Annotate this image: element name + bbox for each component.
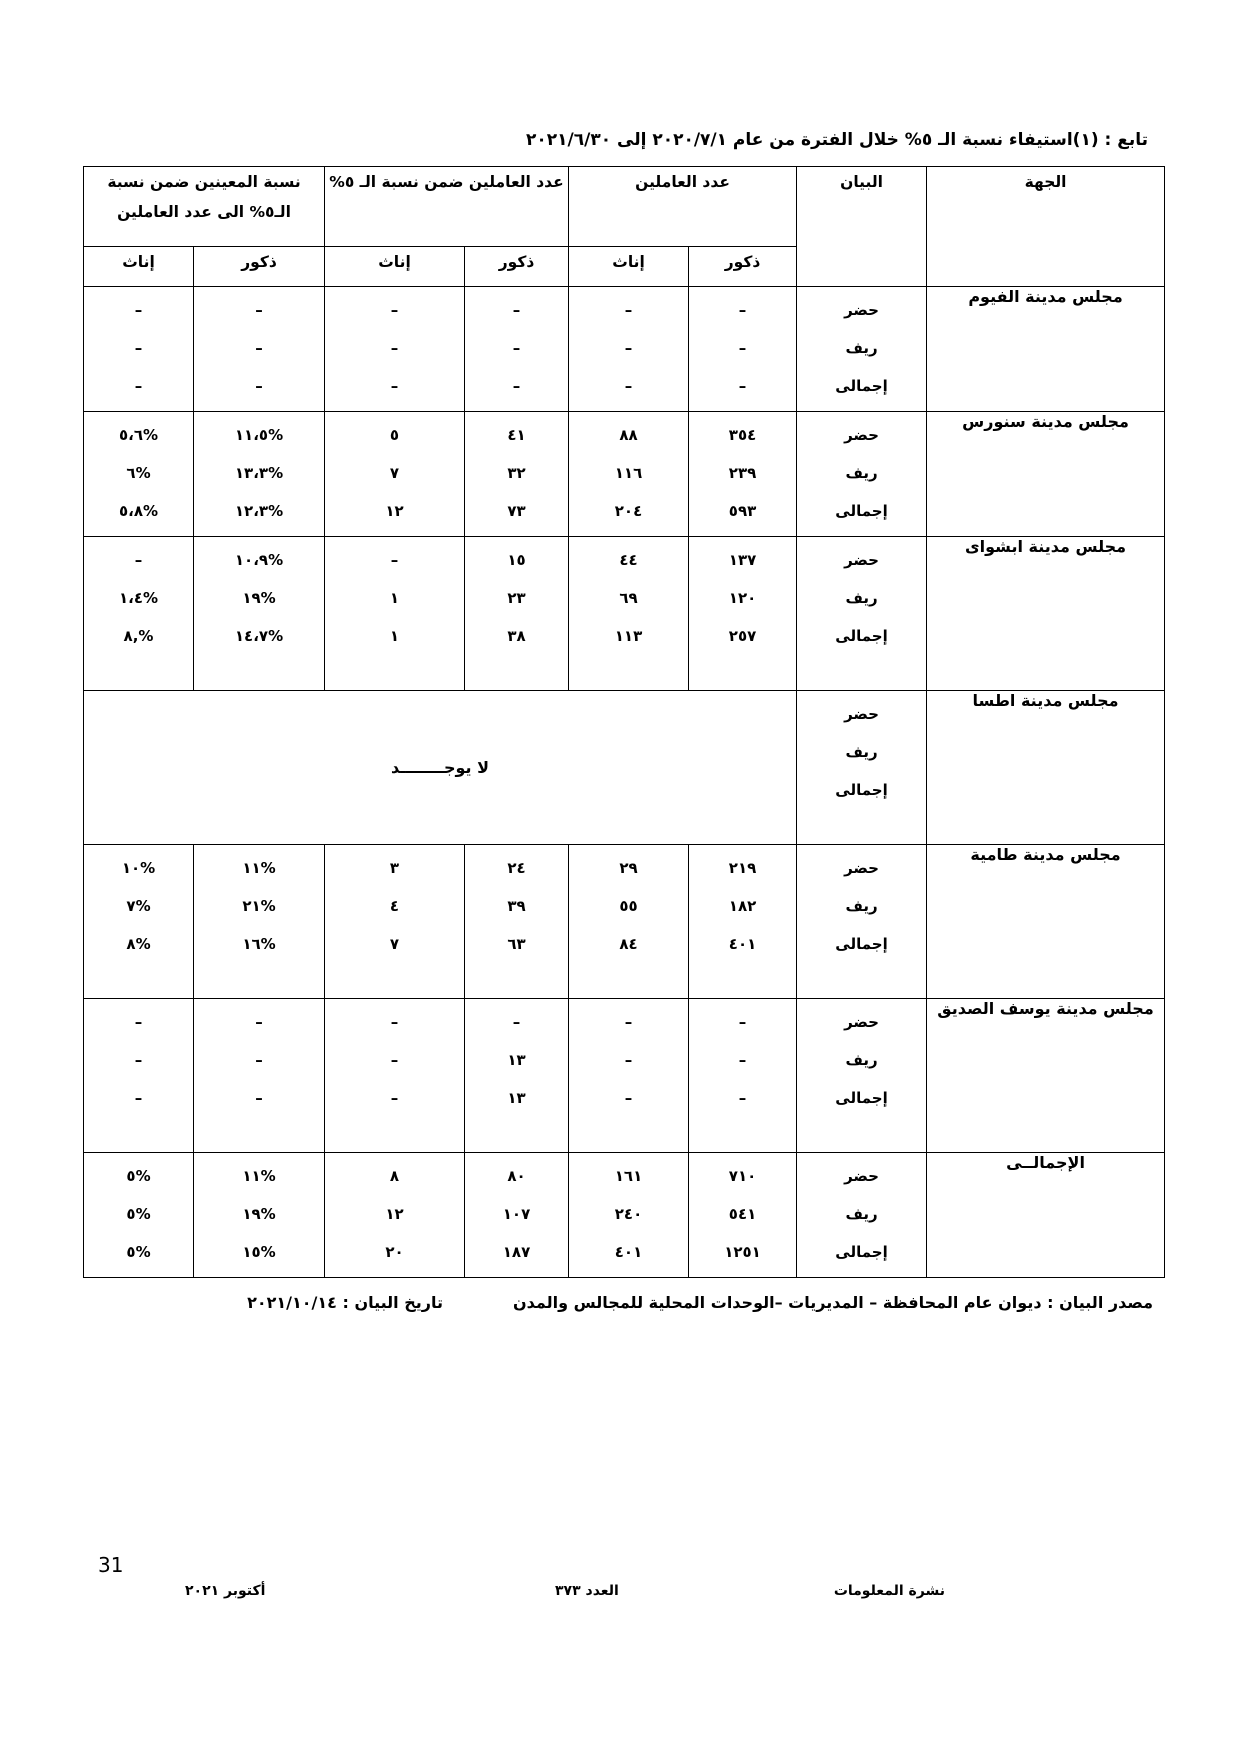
cell-value: ٤٠١ [614,1243,643,1261]
header-statement: البيان [797,167,927,287]
value-cell [84,412,194,537]
cell-value: ٢١٩ [728,859,757,877]
row-labels [797,845,927,999]
row-label: ريف [845,743,878,761]
cell-value: %٥ [126,1205,151,1223]
cell-value: – [512,339,521,357]
cell-value: ٥ [389,426,400,444]
data-table [83,166,1165,1278]
cell-value: ٣ [389,859,400,877]
cell-value: %٧ [126,897,151,915]
cell-value: ١٨٢ [728,897,757,915]
cell-value: %١١،٥ [234,426,284,444]
cell-value: ٢٤ [507,859,526,877]
entity-name: مجلس مدينة ابشواى [927,537,1165,691]
cell-value: – [255,301,263,319]
cell-value: %١٩ [242,1205,276,1223]
cell-value: ١ [389,589,400,607]
cell-value: ١٠٧ [502,1205,531,1223]
value-cell [689,1153,797,1278]
cell-value: ٣٢ [507,464,526,482]
value-cell [465,1153,569,1278]
header-females: إناث [84,247,194,287]
value-cell [689,845,797,999]
value-cell [465,845,569,999]
cell-value: ٣٥٤ [728,426,757,444]
cell-value: – [624,339,633,357]
cell-value: ١ [389,627,400,645]
cell-value: ١٣ [507,1089,526,1107]
row-label: حضر [844,426,879,444]
header-workers-in-5: عدد العاملين ضمن نسبة الـ ٥% [325,167,569,247]
cell-value: %٥،٨ [118,502,159,520]
value-cell [325,412,465,537]
cell-value: ٢٥٧ [728,627,757,645]
table-row [84,287,1165,412]
value-cell [84,999,194,1153]
value-cell [569,999,689,1153]
cell-value: ٤٠١ [728,935,757,953]
table-title: تابع : (١)استيفاء نسبة الـ ٥% خلال الفترة من عام ٢٠٢٠/٧/١ إلى ٢٠٢١/٦/٣٠ [526,130,1148,150]
row-labels [797,537,927,691]
entity-name: مجلس مدينة سنورس [927,412,1165,537]
row-label: ريف [845,897,878,915]
row-label: إجمالى [835,502,888,520]
value-cell [465,999,569,1153]
row-label: إجمالى [835,627,888,645]
cell-value: ٧٣ [507,502,526,520]
value-cell [84,845,194,999]
cell-value: %١٤،٧ [234,627,284,645]
value-cell [194,845,325,999]
cell-value: %١،٤ [118,589,159,607]
cell-value: – [390,339,399,357]
cell-value: %١٥ [242,1243,276,1261]
cell-value: ٢٣ [507,589,526,607]
cell-value: %٦ [126,464,151,482]
value-cell [84,1153,194,1278]
cell-value: – [390,1089,399,1107]
value-cell [465,537,569,691]
cell-value: ٥٤١ [728,1205,757,1223]
row-label: ريف [845,589,878,607]
value-cell [325,845,465,999]
cell-value: – [512,1013,521,1031]
row-label: حضر [844,1013,879,1031]
cell-value: ٨٨ [619,426,638,444]
value-cell [194,412,325,537]
table-row [84,537,1165,691]
cell-value: %,٨ [123,627,154,645]
cell-value: ٤ [389,897,400,915]
value-cell [689,999,797,1153]
row-label: حضر [844,1167,879,1185]
header-females: إناث [325,247,465,287]
header-males: ذكور [465,247,569,287]
value-cell [569,1153,689,1278]
value-cell [194,537,325,691]
cell-value: ٢٤٠ [614,1205,643,1223]
table-row [84,845,1165,999]
cell-value: ٣٨ [507,627,526,645]
cell-value: – [255,377,263,395]
row-label: إجمالى [835,1089,888,1107]
value-cell [325,287,465,412]
cell-value: ٧ [389,935,400,953]
header-males: ذكور [194,247,325,287]
row-labels [797,412,927,537]
header-males: ذكور [689,247,797,287]
entity-name: الإجمالــى [927,1153,1165,1278]
cell-value: – [255,339,263,357]
cell-value: %١٩ [242,589,276,607]
cell-value: – [512,301,521,319]
cell-value: %١١ [242,859,276,877]
cell-value: – [624,377,633,395]
row-label: حضر [844,551,879,569]
cell-value: – [134,339,143,357]
footer-publication: نشرة المعلومات [833,1583,945,1599]
cell-value: %٥ [126,1167,151,1185]
row-labels [797,1153,927,1278]
cell-value: ١٢٥١ [724,1243,761,1261]
entity-name: مجلس مدينة طامية [927,845,1165,999]
row-label: ريف [845,464,878,482]
cell-value: – [738,1051,747,1069]
cell-value: %١١ [242,1167,276,1185]
cell-value: ٧ [389,464,400,482]
cell-value: – [738,1013,747,1031]
cell-value: %٥،٦ [118,426,159,444]
value-cell [84,287,194,412]
row-labels [797,999,927,1153]
cell-value: ١٨٧ [502,1243,531,1261]
cell-value: – [390,301,399,319]
cell-value: %١٣،٣ [234,464,284,482]
value-cell [465,412,569,537]
cell-value: – [134,377,143,395]
cell-value: ٢٣٩ [728,464,757,482]
footer-month: أكتوبر ٢٠٢١ [185,1583,266,1599]
value-cell [194,999,325,1153]
header-workers: عدد العاملين [569,167,797,247]
cell-value: ١٦١ [614,1167,643,1185]
cell-value: ١٢ [385,502,404,520]
footer-issue: العدد ٣٧٣ [555,1583,619,1599]
cell-value: – [512,377,521,395]
value-cell [689,412,797,537]
row-label: إجمالى [835,935,888,953]
value-cell [689,537,797,691]
cell-value: – [134,301,143,319]
cell-value: – [255,1051,263,1069]
row-label: إجمالى [835,781,888,799]
value-cell [689,287,797,412]
cell-value: – [134,551,143,569]
cell-value: ٢٠٤ [614,502,643,520]
cell-value: %٨ [126,935,151,953]
cell-value: ٧١٠ [728,1167,757,1185]
cell-value: ٦٣ [507,935,526,953]
cell-value: – [255,1089,263,1107]
cell-value: – [624,1013,633,1031]
page-number: 31 [98,1553,124,1577]
cell-value: ٨٤ [619,935,638,953]
cell-value: – [738,1089,747,1107]
cell-value: – [390,377,399,395]
cell-value: %١٠،٩ [234,551,284,569]
row-label: ريف [845,339,878,357]
cell-value: – [255,1013,263,1031]
entity-name: مجلس مدينة يوسف الصديق [927,999,1165,1153]
header-ratio: نسبة المعينين ضمن نسبة الـ٥% الى عدد العاملين [84,167,325,247]
cell-value: ١١٣ [614,627,643,645]
table-row [84,412,1165,537]
cell-value: ٢٩ [619,859,638,877]
value-cell [569,412,689,537]
cell-value: ٥٥ [619,897,638,915]
cell-value: ١٥ [507,551,526,569]
cell-value: ٤١ [507,426,526,444]
cell-value: ٥٩٣ [728,502,757,520]
row-label: حضر [844,301,879,319]
value-cell [325,1153,465,1278]
cell-value: ٨ [389,1167,400,1185]
value-cell [84,537,194,691]
cell-value: ١٣ [507,1051,526,1069]
cell-value: %١٦ [242,935,276,953]
no-data-cell: لا يوجــــــــد [84,691,797,845]
cell-value: – [134,1013,143,1031]
cell-value: ١٣٧ [728,551,757,569]
source-text: مصدر البيان : ديوان عام المحافظة – المديريات –الوحدات المحلية للمجالس والمدن [513,1293,1153,1312]
cell-value: ١١٦ [614,464,643,482]
cell-value: %٢١ [242,897,276,915]
cell-value: – [738,377,747,395]
row-label: حضر [844,859,879,877]
table-row [84,691,1165,845]
cell-value: – [624,301,633,319]
entity-name: مجلس مدينة اطسا [927,691,1165,845]
value-cell [194,1153,325,1278]
row-labels [797,691,927,845]
cell-value: %٥ [126,1243,151,1261]
header-females: إناث [569,247,689,287]
row-labels [797,287,927,412]
value-cell [325,999,465,1153]
cell-value: ١٢٠ [728,589,757,607]
cell-value: ٢٠ [385,1243,404,1261]
cell-value: ٤٤ [619,551,638,569]
header-entity: الجهة [927,167,1165,287]
cell-value: ١٢ [385,1205,404,1223]
table-row [84,999,1165,1153]
cell-value: ٦٩ [619,589,638,607]
cell-value: – [390,1051,399,1069]
cell-value: %١٠ [121,859,156,877]
cell-value: – [624,1089,633,1107]
cell-value: – [738,301,747,319]
cell-value: %١٢،٣ [234,502,284,520]
value-cell [569,537,689,691]
table-row [84,1153,1165,1278]
value-cell [569,845,689,999]
row-label: إجمالى [835,1243,888,1261]
value-cell [325,537,465,691]
cell-value: – [390,551,399,569]
value-cell [194,287,325,412]
row-label: ريف [845,1051,878,1069]
value-cell [465,287,569,412]
entity-name: مجلس مدينة الفيوم [927,287,1165,412]
cell-value: – [738,339,747,357]
data-date: تاريخ البيان : ٢٠٢١/١٠/١٤ [247,1293,443,1312]
cell-value: – [390,1013,399,1031]
cell-value: – [134,1089,143,1107]
cell-value: ٨٠ [507,1167,526,1185]
value-cell [569,287,689,412]
row-label: ريف [845,1205,878,1223]
row-label: إجمالى [835,377,888,395]
cell-value: ٣٩ [507,897,526,915]
cell-value: – [134,1051,143,1069]
row-label: حضر [844,705,879,723]
cell-value: – [624,1051,633,1069]
